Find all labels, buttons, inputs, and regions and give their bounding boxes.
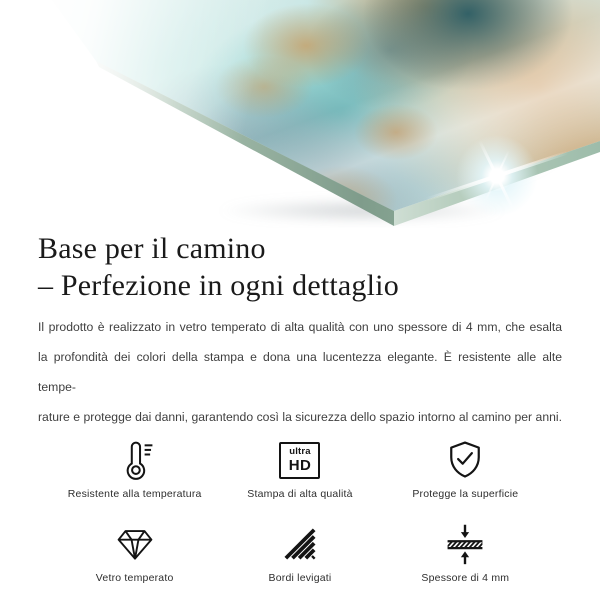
feature-grid — [38, 436, 562, 584]
description-line: rature e protegge dai danni, garantendo così la sicurezza dello spazio intorno al camino per anni. — [38, 410, 562, 424]
product-info — [0, 230, 600, 584]
feature-thickness — [383, 520, 548, 584]
feature-label: Resistente alla temperatura — [67, 488, 202, 500]
shield-check-icon — [443, 436, 487, 484]
thickness-icon — [443, 520, 487, 568]
ultra-hd-text-top: ultra — [289, 446, 311, 458]
feature-label: Bordi levigati — [268, 572, 332, 584]
feature-print-quality — [217, 436, 382, 500]
page-title — [38, 230, 562, 304]
product-image — [0, 0, 600, 228]
sparkle-flare-icon — [447, 126, 547, 226]
feature-temperature — [52, 436, 217, 500]
thermometer-icon — [113, 436, 157, 484]
feature-label: Spessore di 4 mm — [421, 572, 510, 584]
title-line-1: Base per il camino — [38, 232, 266, 265]
feature-tempered-glass — [52, 520, 217, 584]
diamond-icon — [114, 520, 156, 568]
title-line-2: – Perfezione in ogni dettaglio — [38, 269, 399, 302]
feature-polished-edges — [217, 520, 382, 584]
feature-label: Stampa di alta qualità — [247, 488, 353, 500]
product-description — [38, 312, 562, 432]
feature-label: Protegge la superficie — [412, 488, 519, 500]
feature-surface-protection — [383, 436, 548, 500]
polished-edges-icon — [280, 520, 320, 568]
feature-label: Vetro temperato — [95, 572, 174, 584]
description-line: Il prodotto è realizzato in vetro temperato di alta qualità con uno spessore di 4 mm, che esalta — [38, 320, 562, 334]
ultra-hd-icon — [279, 436, 320, 484]
description-line: la profondità dei colori della stampa e dona una lucentezza elegante. È resistente alle alte tempe- — [38, 350, 562, 394]
ultra-hd-text-bottom: HD — [288, 456, 312, 474]
